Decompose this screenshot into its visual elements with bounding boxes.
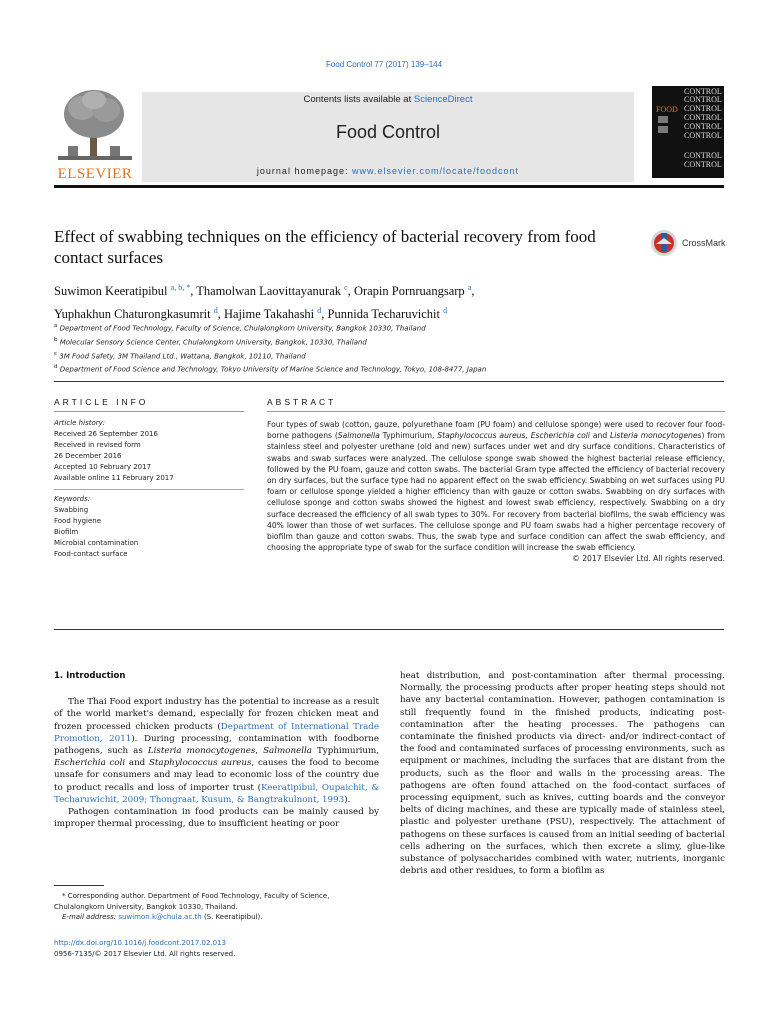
journal-header — [54, 86, 724, 182]
abstract-species: Salmonella — [337, 431, 380, 441]
body-paragraph: Pathogen contamination in food products can be mainly caused by improper thermal processing, due to insufficient heating or poor — [54, 807, 379, 830]
cover-text: CONTROL — [684, 160, 722, 169]
abstract-heading: ABSTRACT — [267, 397, 337, 407]
cover-text: CONTROL — [684, 151, 722, 160]
article-info-rule — [54, 411, 244, 412]
affiliation-text: Molecular Sensory Science Center, Chulalongkorn University, Bangkok, 10330, Thailand — [59, 338, 367, 347]
homepage-link[interactable]: www.elsevier.com/locate/foodcont — [351, 166, 520, 176]
affiliation-text: Department of Food Technology, Faculty of Science, Chulalongkorn University, Bangkok 10330, Thailand — [59, 324, 426, 333]
crossmark-label: CrossMark — [682, 238, 726, 248]
citation-link[interactable]: Department of International Trade Promotion, 2011 — [54, 721, 379, 744]
body-fragment: , — [255, 746, 264, 757]
affiliation-marker: d — [54, 364, 58, 371]
cover-text: CONTROL — [684, 95, 722, 104]
body-fragment: and — [125, 758, 149, 769]
author-affil-marker[interactable]: a, b, * — [170, 283, 191, 292]
history-label: Article history: — [54, 419, 106, 427]
footnote-rule — [54, 885, 104, 886]
article-info-heading: ARTICLE INFO — [54, 397, 149, 407]
abstract-species: Listeria monocytogenes — [610, 431, 702, 441]
contents-line: Contents lists available at ScienceDirect — [303, 94, 473, 105]
email-suffix: (S. Keeratipibul). — [201, 913, 263, 921]
sciencedirect-link[interactable]: ScienceDirect — [413, 94, 473, 105]
author-name[interactable]: Orapin Pornruangsarp — [353, 284, 465, 299]
corresponding-footnote — [54, 891, 379, 923]
body-fragment: ). — [344, 794, 351, 805]
author-name[interactable]: Punnida Techaruvichit — [327, 307, 440, 322]
body-fragment: The Thai Food export industry has the potential to increase as a result of the world market's demand, especially for frozen chicken meat and frozen processed chicken products ( — [54, 697, 379, 732]
author-name[interactable]: Thamolwan Laovittayanurak — [196, 284, 341, 299]
article-title: Effect of swabbing techniques on the efficiency of bacterial recovery from food contact surfaces — [54, 227, 596, 267]
keyword-item: Food-contact surface — [54, 550, 128, 558]
introduction-heading: 1. Introduction — [54, 671, 126, 681]
author-list — [54, 278, 714, 324]
keyword-item: Food hygiene — [54, 517, 102, 525]
cover-food-text: FOOD — [656, 105, 678, 114]
bottom-info — [54, 938, 379, 959]
cover-text: CONTROL — [684, 87, 722, 96]
journal-cover-image[interactable] — [652, 86, 724, 178]
body-species: Escherichia coli — [54, 758, 126, 769]
author-separator: , — [217, 307, 224, 322]
body-rule — [54, 629, 724, 630]
publisher-name: ELSEVIER — [57, 166, 133, 182]
history-item: Received in revised form — [54, 441, 141, 449]
abstract-text — [267, 419, 725, 565]
crossmark-badge[interactable] — [650, 228, 730, 262]
affiliation-text: 3M Food Safety, 3M Thailand Ltd., Wattana, Bangkok, 10110, Thailand — [59, 351, 306, 360]
body-fragment: ). During processing, contamination with foodborne pathogens, such as — [54, 733, 379, 757]
abstract-fragment: ) from stainless steel and polyester urethane (old and new) surfaces under wet and dry surface conditions. Characteristics of swabs and swab surfaces were analyzed. The cellulose sponge swab showed the highest bacterial release efficiency, followed by the PU foam, gauze and cotton swabs. The bacterial Gram type affected the efficiency of bacterial recovery on dry surfaces, but the surface type had no apparent effect on the swab efficiency. Swabbing on wet surfaces using PU foam or cellulose sponge yielded a higher efficiency than with gauze or cotton swabs. Swabbing on dry surfaces with cellulose sponge and cotton swabs showed the highest and lowest swab efficiency, respectively. Swabbing on a dry surface decreased the efficiency of all swab types to 30%. For recovery from bacterial biofilms, the swab efficiency was 40% lower than those of wet surfaces. The cellulose sponge and PU foam swabs had a higher percentage recovery of biofilm than gauze and cotton swabs. Thus, the swab type and surface condition can affect the swab efficiency, and choosing the appropriate type of swab for the surface condition will increase the swab efficiency. — [267, 431, 725, 553]
author-name[interactable]: Yuphakhun Chaturongkasumrit — [54, 307, 211, 322]
cover-thumb — [658, 116, 668, 123]
keyword-item: Swabbing — [54, 506, 89, 514]
author-affil-marker[interactable]: d — [213, 306, 218, 316]
affiliations — [54, 321, 714, 376]
body-species: Listeria monocytogenes — [147, 746, 256, 757]
history-item: Accepted 10 February 2017 — [54, 463, 152, 471]
crossmark-icon — [650, 228, 678, 258]
author-affil-marker[interactable]: d — [443, 306, 448, 316]
journal-banner — [142, 92, 634, 182]
email-label: E-mail address: — [62, 913, 119, 921]
author-name[interactable]: Suwimon Keeratipibul — [54, 284, 168, 299]
cover-text: CONTROL — [684, 113, 722, 122]
abstract-copyright: © 2017 Elsevier Ltd. All rights reserved. — [572, 554, 725, 564]
history-item: Received 26 September 2016 — [54, 430, 158, 438]
cover-text: CONTROL — [684, 122, 722, 131]
body-left-column — [54, 670, 379, 830]
author-name[interactable]: Hajime Takahashi — [223, 307, 315, 322]
affiliation-item — [54, 349, 714, 363]
header-rule — [54, 185, 724, 188]
abstract-rule — [267, 411, 725, 412]
body-paragraph — [54, 696, 379, 806]
keywords-label: Keywords: — [54, 495, 91, 503]
affiliation-marker: b — [54, 336, 58, 343]
author-separator: , — [190, 284, 197, 299]
body-fragment: Typhimurium, — [311, 746, 379, 757]
info-divider — [54, 489, 244, 490]
affiliation-marker: c — [54, 350, 58, 357]
body-species: Staphylococcus aureus — [148, 758, 252, 769]
cover-thumb — [658, 126, 668, 133]
citation-link[interactable]: Keeratipibul, Oupaichit, & Techaruwichit, 2009; Thongraat, Kusum, & Bangtrakulnont, 1993 — [54, 782, 379, 805]
affiliation-item — [54, 321, 714, 335]
cover-text: CONTROL — [684, 131, 722, 140]
abstract-fragment: Four types of swab (cotton, gauze, polyurethane foam (PU foam) and cellulose sponge) were used to recover four food-borne pathogens ( — [267, 420, 725, 441]
footnote-corresponding: * Corresponding author. Department of Food Technology, Faculty of Science, Chulalongkorn University, Bangkok 10330, Thailand. — [54, 892, 330, 911]
abstract-species: Staphylococcus aureus, Escherichia coli — [437, 431, 591, 441]
issn-line: 0956-7135/© 2017 Elsevier Ltd. All rights reserved. — [54, 949, 236, 958]
abstract-fragment: and — [590, 431, 611, 441]
article-info — [54, 418, 244, 560]
section-rule — [54, 381, 724, 382]
author-affil-marker[interactable]: c — [344, 283, 348, 292]
abstract-fragment: Typhimurium, — [379, 431, 438, 441]
cover-text: CONTROL — [684, 104, 722, 113]
affiliation-item — [54, 362, 714, 376]
author-separator: , — [347, 284, 354, 299]
email-link[interactable]: suwimon.k@chula.ac.th — [118, 913, 202, 921]
doi-link[interactable]: http://dx.doi.org/10.1016/j.foodcont.2017.02.013 — [54, 939, 227, 947]
footnote-email-line — [54, 912, 379, 923]
author-affil-marker[interactable]: d — [317, 306, 322, 316]
affiliation-text: Department of Food Science and Technology, Tokyo University of Marine Science and Technology, Tokyo, 108-8477, Japan — [59, 365, 487, 374]
body-fragment: , causes the food to become unsafe for consumers and may lead to economic loss of the country due to product recalls and loss of importer trust ( — [54, 758, 379, 793]
author-separator: , — [321, 307, 328, 322]
author-separator: , — [471, 284, 475, 299]
elsevier-logo — [54, 86, 136, 182]
affiliation-marker: a — [54, 323, 58, 329]
body-right-column — [400, 670, 725, 877]
history-item: Available online 11 February 2017 — [54, 474, 174, 482]
author-affil-marker[interactable]: a — [467, 283, 472, 292]
keyword-item: Microbial contamination — [54, 539, 139, 547]
history-item: 26 December 2016 — [54, 452, 122, 460]
affiliation-item — [54, 335, 714, 349]
homepage-line: journal homepage: www.elsevier.com/locate/foodcont — [256, 166, 520, 176]
body-species: Salmonella — [263, 746, 312, 757]
journal-name: Food Control — [335, 122, 441, 142]
keyword-item: Biofilm — [54, 528, 79, 536]
journal-citation-link[interactable]: Food Control 77 (2017) 139–144 — [325, 60, 443, 69]
body-paragraph: heat distribution, and post-contamination after thermal processing. Normally, the processing products after proper heating steps should not have any bacterial contamination. However, pathogen contamination is still frequently found in the finished products, indicating post-contamination after the heating processes. The pathogens can contaminate the finished products via direct- and/or indirect-contact of the food and contaminated surfaces of processing environments, such as equipment or machines, including the surfaces that are distant from the products, such as the floor and walls in the processing areas. The pathogens are often found attached on the food-contact surfaces of processing equipment, such as knives, cutting boards and the conveyor belts of dicing machines, and these are typically made of stainless steel, plastic and polyester urethane (PSU), respectively. The attachment of pathogens on these surfaces is caused from an initial seeding of bacterial cells adhering on the surfaces, which then excrete a slimy, glue-like substance of polysaccharides combined with water, nutrients, inorganic debris and other residues, to form a biofilm as — [400, 671, 725, 877]
